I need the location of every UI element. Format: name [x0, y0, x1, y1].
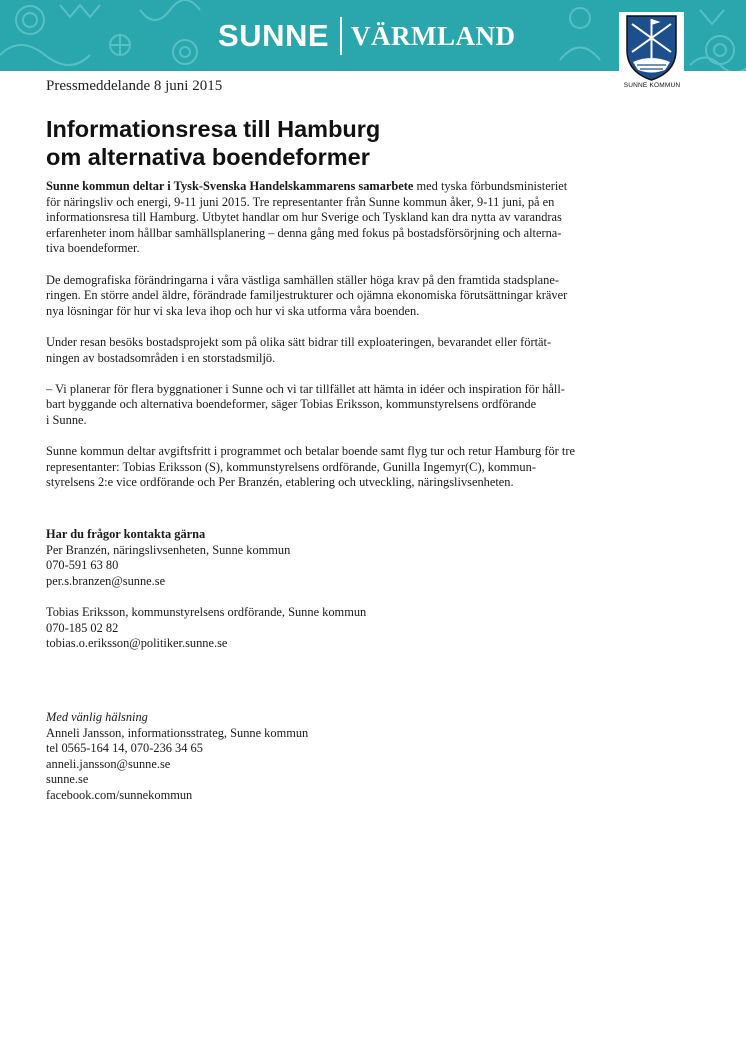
text-line: tiva boendeformer. [46, 241, 140, 256]
signoff-line: tel 0565-164 14, 070-236 34 65 [46, 741, 203, 756]
signoff-line: sunne.se [46, 772, 89, 787]
text-line: styrelsens 2:e vice ordförande och Per Branzén, etablering och utveckling, näringslivsenheten. [46, 475, 514, 490]
contact-name: Tobias Eriksson, kommunstyrelsens ordförande, Sunne kommun [46, 604, 367, 619]
body-paragraph [46, 273, 646, 320]
signoff-section [46, 710, 308, 804]
contact-phone: 070-591 63 80 [46, 558, 119, 573]
contact-email: tobias.o.eriksson@politiker.sunne.se [46, 636, 228, 651]
signoff-line: facebook.com/sunnekommun [46, 787, 193, 802]
body-paragraph [46, 444, 646, 491]
text-line: nya lösningar för hur vi ska leva ihop och hur vi ska utforma våra boenden. [46, 303, 420, 318]
brand-varmland: VÄRMLAND [351, 20, 516, 51]
text-line: Sunne kommun deltar avgiftsfritt i programmet och betalar boende samt flyg tur och retur Hamburg för tre [46, 444, 575, 459]
signoff-greeting: Med vänlig hälsning [46, 710, 148, 724]
contact-name: Per Branzén, näringslivsenheten, Sunne kommun [46, 542, 291, 557]
page-title [46, 115, 606, 171]
article-body [46, 179, 646, 506]
text-line: för näringsliv och energi, 9-11 juni 2015. Tre representanter från Sunne kommun åker, 9-11 juni, på en [46, 194, 555, 209]
crest-container [619, 12, 684, 92]
quote-paragraph [46, 382, 646, 429]
signoff-line: Anneli Jansson, informationsstrateg, Sunne kommun [46, 725, 309, 740]
title-line: om alternativa boendeformer [46, 144, 370, 170]
text-line: bart byggande och alternativa boendeformer, säger Tobias Eriksson, kommunstyrelsens ordförande [46, 397, 537, 412]
signoff-line: anneli.jansson@sunne.se [46, 756, 171, 771]
contact-heading: Har du frågor kontakta gärna [46, 527, 206, 541]
title-line: Informationsresa till Hamburg [46, 116, 381, 142]
text-line: Under resan besöks bostadsprojekt som på olika sätt bidrar till exploateringen, bevarandet eller förtät- [46, 334, 552, 349]
contact-section [46, 527, 366, 652]
contact-phone: 070-185 02 82 [46, 620, 119, 635]
brand-sunne: SUNNE [218, 18, 330, 53]
text-line: erfarenheter inom hållbar samhällsplanering – denna gång med fokus på bostadsförsörjning och alterna- [46, 225, 562, 240]
crest-caption: SUNNE KOMMUN [623, 82, 681, 89]
intro-paragraph: Sunne kommun deltar i Tysk-Svenska Handelskammarens samarbete med tyska förbundsministeriet för näringsliv och energi, 9-11 juni 2015. Tre representanter från Sunne kommun åker, 9-11 juni, på en informationsresa till Hamburg. Utbytet handlar om hur Sverige och Tyskland kan dra nytta av varandras erfarenheter inom hållbar samhällsplanering – denna gång med fokus på bostadsförsörjning och alterna- tiva boendeformer. [46, 179, 646, 257]
spacer [46, 589, 366, 605]
text-line: ringen. En större andel äldre, förändrade familjestrukturer och ojämna ekonomiska förutsättningar kräver [46, 288, 568, 303]
text-line: representanter: Tobias Eriksson (S), kommunstyrelsens ordförande, Gunilla Ingemyr(C), kommun- [46, 459, 536, 474]
text-line: ningen av bostadsområden i en storstadsmiljö. [46, 350, 276, 365]
text-line: De demografiska förändringarna i våra västliga samhällen ställer höga krav på den framtida stadsplane- [46, 272, 559, 287]
text-line: – Vi planerar för flera byggnationer i Sunne och vi tar tillfället att hämta in idéer och inspiration för håll- [46, 381, 565, 396]
contact-email: per.s.branzen@sunne.se [46, 573, 166, 588]
text-line: i Sunne. [46, 412, 87, 427]
intro-lead: Sunne kommun deltar i Tysk-Svenska Handelskammarens samarbete [46, 179, 414, 193]
text-line: informationsresa till Hamburg. Utbytet handlar om hur Sverige och Tyskland kan dra nytta av varandras [46, 210, 562, 225]
brand-logo [218, 11, 516, 61]
press-release-dateline: Pressmeddelande 8 juni 2015 [46, 78, 223, 94]
brand-divider [340, 17, 342, 55]
coat-of-arms-icon [619, 12, 684, 82]
body-paragraph [46, 335, 646, 366]
